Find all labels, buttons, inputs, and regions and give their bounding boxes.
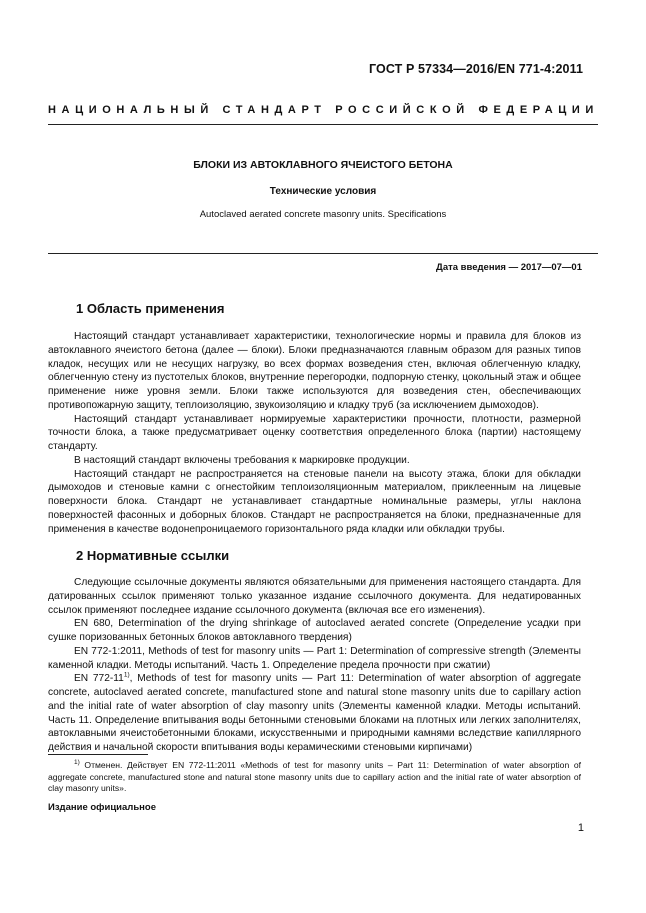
footnote-number: 1) (74, 759, 80, 767)
section-1-heading: 1 Область применения (76, 301, 225, 316)
english-title: Autoclaved aerated concrete masonry units. Specifications (199, 209, 447, 220)
paragraph: Настоящий стандарт устанавливает нормируемые характеристики прочности, плотности, размерной точности блока, а также предусматривает оценку соответствия определенного блока (партии) настоящему стандарту. (48, 413, 581, 452)
reference-text: , Methods of test for masonry units — Part 11: Determination of water absorption of aggregate concrete, autoclaved aerated concrete, manufactured stone and natural stone masonry units due to capillary action and the initial rate of water absorption of clay masonry units (Элементы каменной кладки. Методы испытаний. Часть 11. Определение впитывания воды бетонными стеновыми блоками на плотных или легких заполнителях, автоклавными ячеистобетонными блоками, искусственными и природными камнями вследствие капиллярного действия и начальной скорости впитывания воды керамическими стеновыми кирпичами) (48, 673, 581, 753)
footnote-text: Отменен. Действует EN 772-11:2011 «Methods of test for masonry units – Part 11: Determination of water absorption of aggregate concrete, manufactured stone and natural stone masonry units due to capillary action and the initial rate of water absorption of clay masonry units». (48, 760, 581, 794)
introduction-date: Дата введения — 2017—07—01 (436, 262, 582, 273)
section-2-heading: 2 Нормативные ссылки (76, 548, 230, 563)
footnote-marker[interactable]: 1) (123, 671, 130, 679)
footnote-divider (48, 754, 148, 755)
section-1-body (48, 330, 581, 536)
paragraph: В настоящий стандарт включены требования к маркировке продукции. (74, 454, 410, 466)
standard-code: ГОСТ Р 57334—2016/EN 771-4:2011 (368, 62, 583, 76)
official-edition-label: Издание официальное (48, 802, 156, 813)
document-title: БЛОКИ ИЗ АВТОКЛАВНОГО ЯЧЕИСТОГО БЕТОНА (193, 159, 453, 171)
footnote (48, 760, 581, 795)
section-2-body (48, 576, 581, 755)
paragraph: Настоящий стандарт не распространяется на стеновые панели на высоту этажа, блоки для обкладки дымоходов и стеновые камни с огнестойким теплоизоляционным материалом, приклеенным на лицевые поверхности блока. Стандарт не устанавливает стандартные номинальные размеры, углы наклона поверхностей фасонных и доборных блоков. Стандарт не распространяется на блоки, предназначенные для применения в качестве водонепроницаемого горизонтального ряда кладки или обкладки трубы. (48, 468, 581, 535)
reference-code: EN 772-11 (74, 673, 124, 685)
title-divider (48, 253, 598, 254)
national-standard-banner: НАЦИОНАЛЬНЫЙ СТАНДАРТ РОССИЙСКОЙ ФЕДЕРАЦИИ (48, 104, 599, 116)
reference-en-772-1: EN 772-1:2011, Methods of test for masonry units — Part 1: Determination of compressive strength (Элементы каменной кладки. Методы испытаний. Часть 1. Определение предела прочности при сжатии) (48, 645, 581, 671)
header-divider (48, 124, 598, 125)
paragraph: Следующие ссылочные документы являются обязательными для применения настоящего стандарта. Для датированных ссылок применяют только указанное издание ссылочного документа. Для недатированных ссылок применяют последнее издание ссылочного документа (включая все его изменения). (48, 577, 581, 616)
reference-en-772-11 (48, 672, 581, 755)
page-number: 1 (577, 822, 584, 834)
paragraph: Настоящий стандарт устанавливает характеристики, технологические нормы и правила для блоков из автоклавного ячеистого бетона (далее — блоки). Блоки предназначаются главным образом для разных типов кладок, несущих или не несущих нагрузку, во всех формах возведения стен, включая облегченную кладку, облегченную стену из пустотелых блоков, внутренние перегородки, подпорную стенку, цокольный этаж и общее применение ниже уровня земли. Блоки также используются для возведения стен, обеспечивающих противопожарную защиту, теплоизоляцию, звукоизоляцию и кладку труб (за исключением дымоходов). (48, 331, 581, 411)
reference-en-680: EN 680, Determination of the drying shrinkage of autoclaved aerated concrete (Определение усадки при сушке поризованных бетонных блоков автоклавного твердения) (48, 618, 581, 643)
document-subtitle: Технические условия (269, 186, 377, 197)
